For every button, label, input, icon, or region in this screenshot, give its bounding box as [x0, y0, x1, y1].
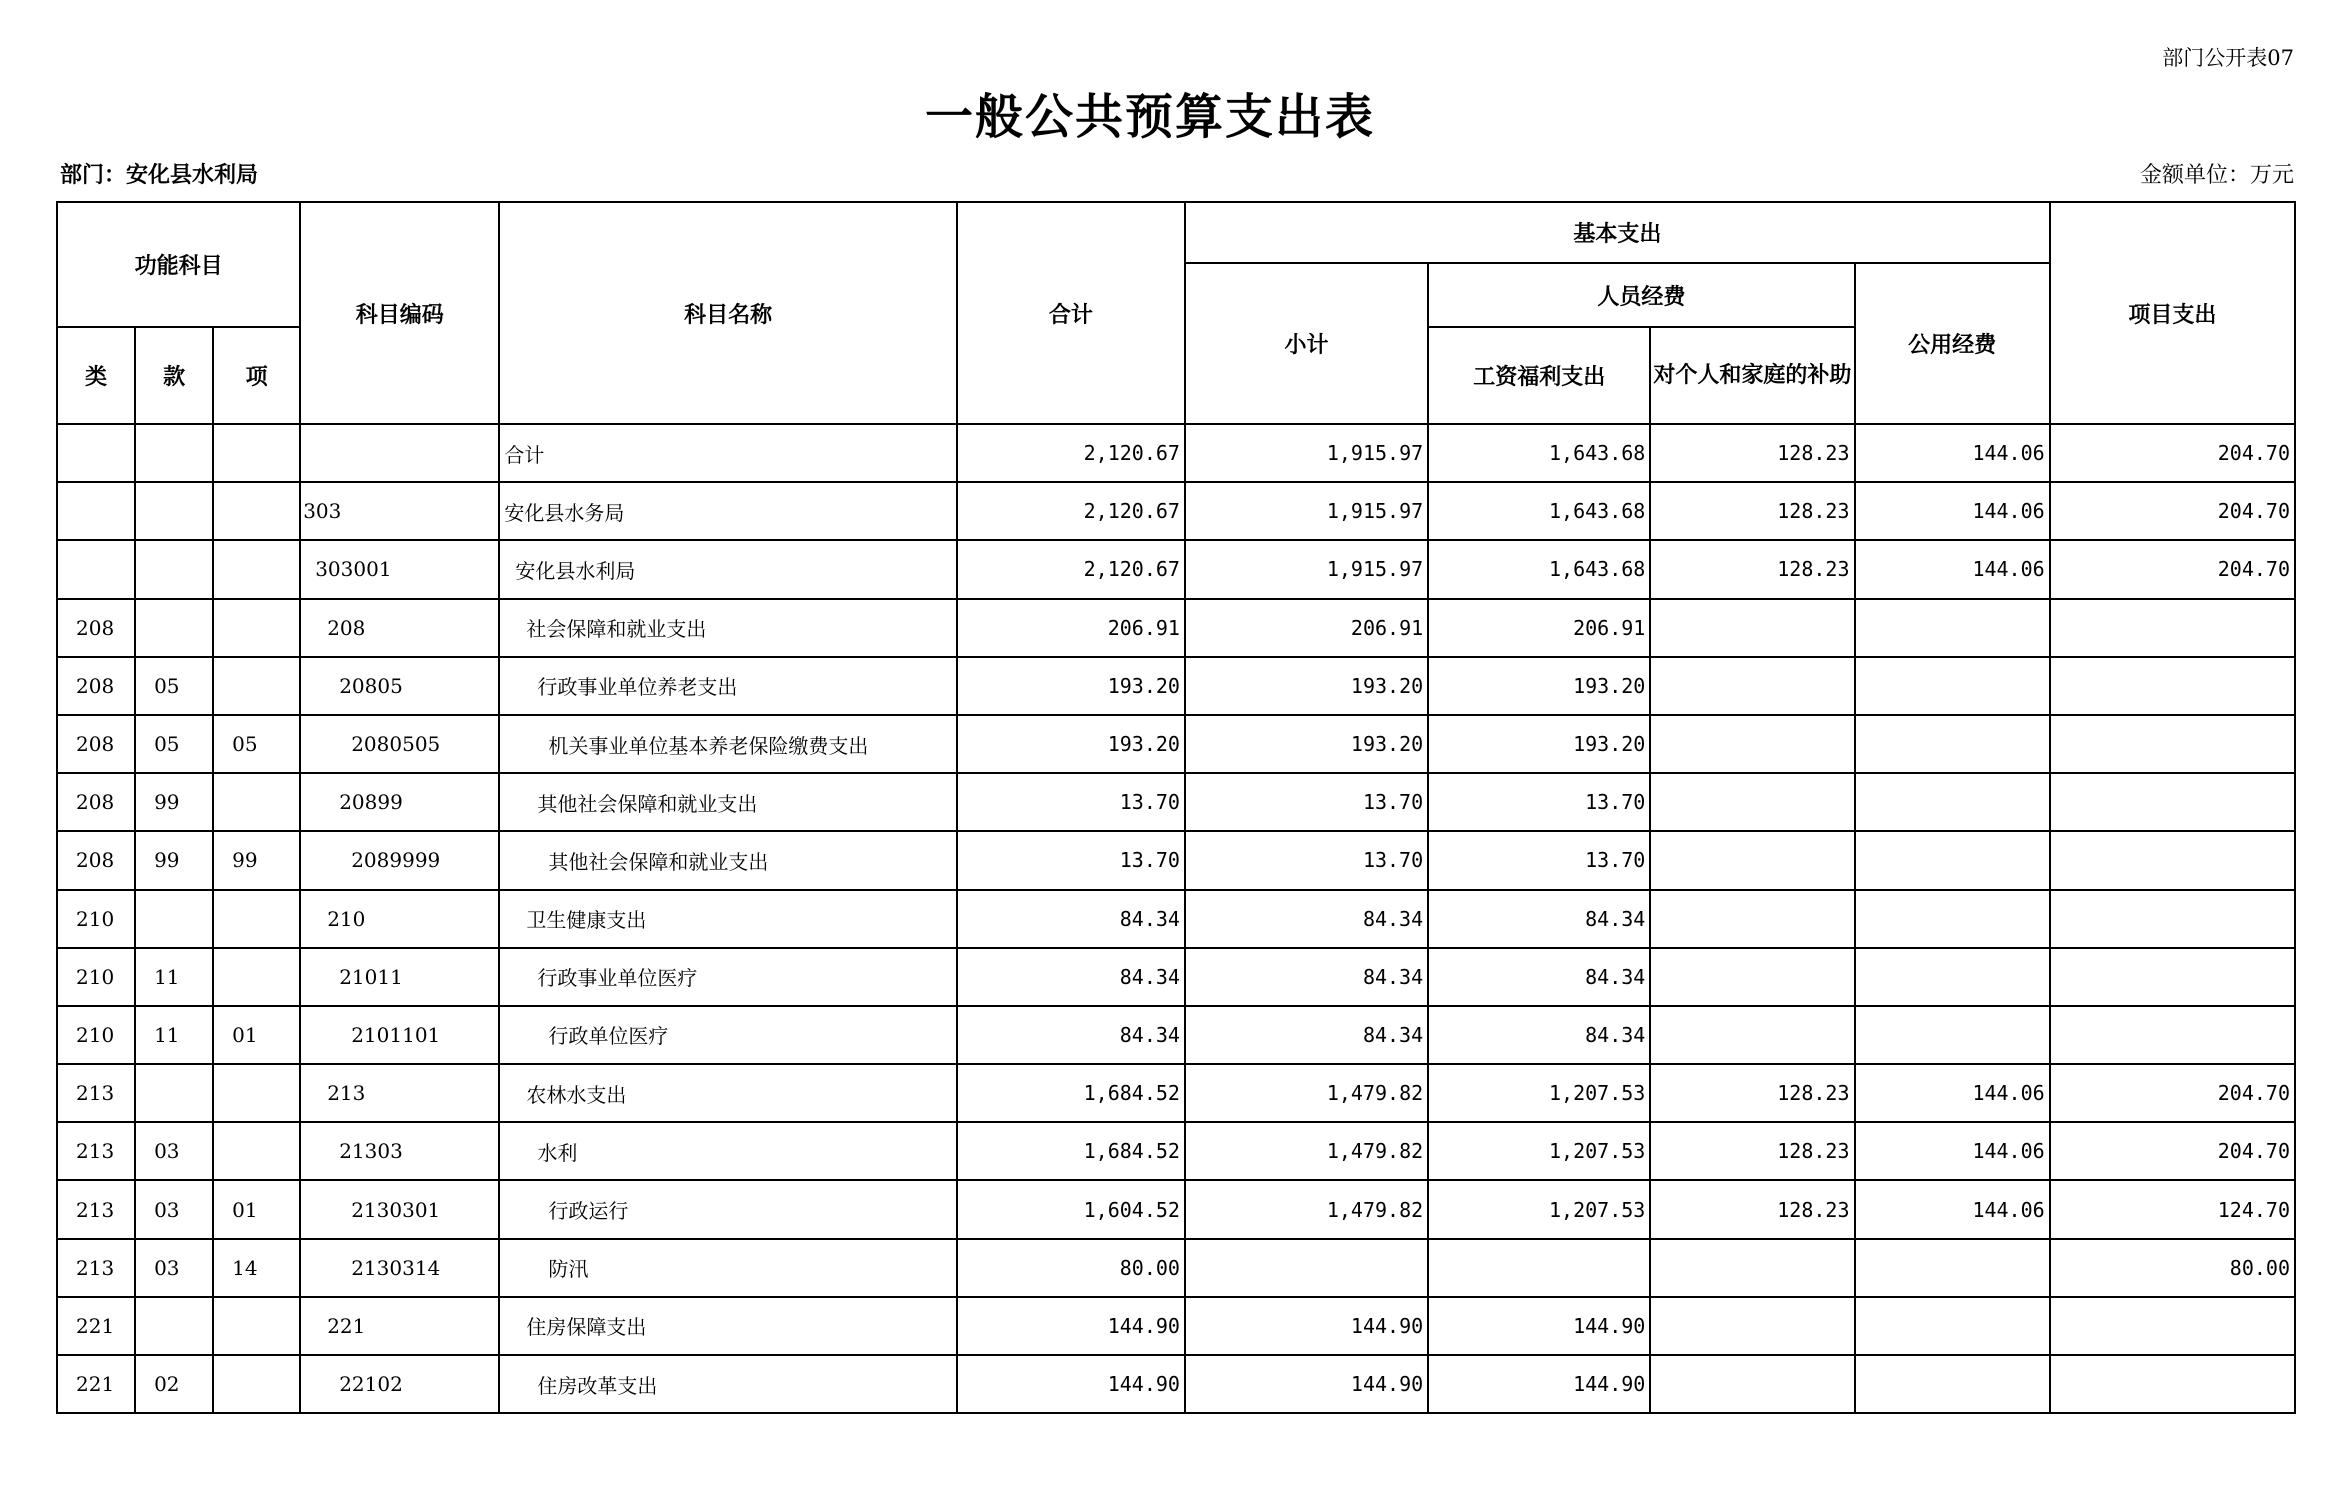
header-salary: 工资福利支出: [1428, 327, 1650, 424]
cell-subsidy: 128.23: [1650, 482, 1854, 540]
cell-subtotal: 13.70: [1185, 773, 1428, 831]
cell-total: 13.70: [957, 831, 1185, 889]
table-row: [57, 715, 2295, 773]
cell-project: [2050, 1006, 2295, 1064]
cell-xiang: [213, 1355, 300, 1413]
cell-public: 144.06: [1855, 424, 2050, 482]
table-body: [57, 424, 2295, 1413]
cell-salary: 206.91: [1428, 599, 1650, 657]
cell-salary: 1,643.68: [1428, 482, 1650, 540]
table-row: [57, 482, 2295, 540]
cell-lei: [57, 424, 135, 482]
cell-subtotal: 193.20: [1185, 657, 1428, 715]
cell-public: [1855, 948, 2050, 1006]
cell-salary: 84.34: [1428, 948, 1650, 1006]
cell-subtotal: 193.20: [1185, 715, 1428, 773]
table-row: [57, 831, 2295, 889]
table-row: [57, 948, 2295, 1006]
cell-salary: 84.34: [1428, 890, 1650, 948]
cell-subtotal: 13.70: [1185, 831, 1428, 889]
cell-subtotal: 144.90: [1185, 1297, 1428, 1355]
cell-lei: [57, 540, 135, 598]
cell-xiang: [213, 657, 300, 715]
cell-kuan: 03: [135, 1180, 213, 1238]
table-row: [57, 1006, 2295, 1064]
cell-code: 21011: [300, 948, 499, 1006]
cell-subtotal: 1,479.82: [1185, 1122, 1428, 1180]
cell-xiang: [213, 1064, 300, 1122]
cell-kuan: 11: [135, 1006, 213, 1064]
cell-name: 住房改革支出: [499, 1355, 956, 1413]
header-personnel: 人员经费: [1428, 263, 1854, 327]
cell-name: 卫生健康支出: [499, 890, 956, 948]
cell-subtotal: 1,479.82: [1185, 1180, 1428, 1238]
cell-code: 221: [300, 1297, 499, 1355]
cell-code: 21303: [300, 1122, 499, 1180]
cell-lei: 210: [57, 890, 135, 948]
cell-name: 行政事业单位养老支出: [499, 657, 956, 715]
cell-code: 2130314: [300, 1239, 499, 1297]
cell-public: [1855, 890, 2050, 948]
table-row: [57, 1355, 2295, 1413]
cell-total: 193.20: [957, 715, 1185, 773]
cell-xiang: [213, 890, 300, 948]
cell-xiang: [213, 1122, 300, 1180]
cell-subtotal: 1,915.97: [1185, 482, 1428, 540]
cell-name: 社会保障和就业支出: [499, 599, 956, 657]
cell-public: [1855, 715, 2050, 773]
cell-public: [1855, 1006, 2050, 1064]
cell-xiang: 05: [213, 715, 300, 773]
cell-lei: 208: [57, 715, 135, 773]
cell-total: 80.00: [957, 1239, 1185, 1297]
cell-total: 206.91: [957, 599, 1185, 657]
cell-name: 防汛: [499, 1239, 956, 1297]
cell-kuan: 02: [135, 1355, 213, 1413]
cell-kuan: 03: [135, 1239, 213, 1297]
cell-public: 144.06: [1855, 1122, 2050, 1180]
cell-salary: 13.70: [1428, 773, 1650, 831]
cell-salary: 1,643.68: [1428, 424, 1650, 482]
department-label: 部门：安化县水利局: [60, 163, 259, 188]
cell-public: [1855, 1297, 2050, 1355]
table-row: [57, 540, 2295, 598]
cell-kuan: [135, 424, 213, 482]
cell-total: 13.70: [957, 773, 1185, 831]
cell-public: [1855, 773, 2050, 831]
cell-salary: 1,207.53: [1428, 1122, 1650, 1180]
unit-label: 金额单位：万元: [2139, 163, 2294, 188]
cell-kuan: 99: [135, 831, 213, 889]
cell-project: [2050, 1355, 2295, 1413]
cell-code: 22102: [300, 1355, 499, 1413]
cell-lei: 208: [57, 773, 135, 831]
cell-subsidy: [1650, 1006, 1854, 1064]
page-title: 一般公共预算支出表: [924, 89, 1375, 145]
cell-total: 1,604.52: [957, 1180, 1185, 1238]
header-func-subject: 功能科目: [57, 202, 300, 327]
cell-kuan: 99: [135, 773, 213, 831]
cell-lei: 213: [57, 1064, 135, 1122]
cell-xiang: 01: [213, 1006, 300, 1064]
cell-lei: 213: [57, 1122, 135, 1180]
cell-public: [1855, 599, 2050, 657]
cell-kuan: [135, 890, 213, 948]
header-name: 科目名称: [499, 202, 956, 424]
header-kuan: 款: [135, 327, 213, 424]
header-code: 科目编码: [300, 202, 499, 424]
cell-salary: 1,207.53: [1428, 1180, 1650, 1238]
table-row: [57, 1180, 2295, 1238]
cell-total: 2,120.67: [957, 424, 1185, 482]
cell-kuan: [135, 482, 213, 540]
cell-subtotal: 206.91: [1185, 599, 1428, 657]
header-project: 项目支出: [2050, 202, 2295, 424]
cell-code: 210: [300, 890, 499, 948]
cell-code: 213: [300, 1064, 499, 1122]
cell-lei: 213: [57, 1180, 135, 1238]
cell-project: 204.70: [2050, 482, 2295, 540]
cell-project: 80.00: [2050, 1239, 2295, 1297]
cell-code: 303: [300, 482, 499, 540]
cell-salary: 84.34: [1428, 1006, 1650, 1064]
cell-xiang: 14: [213, 1239, 300, 1297]
cell-subsidy: 128.23: [1650, 1064, 1854, 1122]
cell-code: 2130301: [300, 1180, 499, 1238]
cell-project: [2050, 1297, 2295, 1355]
cell-lei: 208: [57, 599, 135, 657]
header-public: 公用经费: [1855, 263, 2050, 424]
cell-xiang: [213, 540, 300, 598]
cell-subtotal: 1,479.82: [1185, 1064, 1428, 1122]
cell-subsidy: 128.23: [1650, 1122, 1854, 1180]
cell-salary: 1,643.68: [1428, 540, 1650, 598]
cell-name: 行政单位医疗: [499, 1006, 956, 1064]
cell-project: 204.70: [2050, 1122, 2295, 1180]
cell-subtotal: 144.90: [1185, 1355, 1428, 1413]
cell-subsidy: [1650, 773, 1854, 831]
cell-subsidy: [1650, 890, 1854, 948]
cell-name: 合计: [499, 424, 956, 482]
cell-subtotal: 84.34: [1185, 948, 1428, 1006]
cell-salary: 193.20: [1428, 715, 1650, 773]
cell-public: 144.06: [1855, 1064, 2050, 1122]
cell-kuan: [135, 1297, 213, 1355]
cell-public: 144.06: [1855, 1180, 2050, 1238]
cell-subsidy: 128.23: [1650, 424, 1854, 482]
cell-kuan: 05: [135, 657, 213, 715]
cell-name: 住房保障支出: [499, 1297, 956, 1355]
cell-subsidy: [1650, 1239, 1854, 1297]
cell-kuan: 05: [135, 715, 213, 773]
cell-name: 其他社会保障和就业支出: [499, 831, 956, 889]
cell-salary: 144.90: [1428, 1355, 1650, 1413]
cell-kuan: [135, 1064, 213, 1122]
cell-salary: 13.70: [1428, 831, 1650, 889]
cell-code: [300, 424, 499, 482]
cell-lei: 210: [57, 948, 135, 1006]
cell-code: 208: [300, 599, 499, 657]
cell-name: 机关事业单位基本养老保险缴费支出: [499, 715, 956, 773]
cell-code: 2089999: [300, 831, 499, 889]
cell-subtotal: [1185, 1239, 1428, 1297]
cell-name: 行政事业单位医疗: [499, 948, 956, 1006]
cell-subsidy: [1650, 831, 1854, 889]
cell-xiang: [213, 424, 300, 482]
cell-project: 204.70: [2050, 540, 2295, 598]
cell-lei: 213: [57, 1239, 135, 1297]
cell-kuan: 03: [135, 1122, 213, 1180]
cell-total: 144.90: [957, 1297, 1185, 1355]
cell-public: [1855, 1355, 2050, 1413]
cell-subtotal: 1,915.97: [1185, 540, 1428, 598]
cell-total: 84.34: [957, 948, 1185, 1006]
cell-subsidy: [1650, 715, 1854, 773]
cell-subsidy: [1650, 948, 1854, 1006]
header-basic: 基本支出: [1185, 202, 2050, 263]
table-row: [57, 890, 2295, 948]
cell-project: [2050, 599, 2295, 657]
cell-subsidy: [1650, 1355, 1854, 1413]
cell-project: 124.70: [2050, 1180, 2295, 1238]
cell-subsidy: 128.23: [1650, 1180, 1854, 1238]
header-subsidy: 对个人和家庭的补助: [1650, 327, 1854, 424]
table-row: [57, 1064, 2295, 1122]
cell-xiang: [213, 773, 300, 831]
header-subtotal: 小计: [1185, 263, 1428, 424]
cell-name: 水利: [499, 1122, 956, 1180]
cell-total: 1,684.52: [957, 1064, 1185, 1122]
cell-xiang: [213, 1297, 300, 1355]
cell-xiang: 01: [213, 1180, 300, 1238]
cell-public: [1855, 657, 2050, 715]
form-code: 部门公开表07: [2162, 46, 2294, 70]
cell-lei: 208: [57, 657, 135, 715]
table-row: [57, 599, 2295, 657]
cell-total: 144.90: [957, 1355, 1185, 1413]
cell-kuan: 11: [135, 948, 213, 1006]
cell-lei: 208: [57, 831, 135, 889]
cell-project: [2050, 773, 2295, 831]
cell-total: 2,120.67: [957, 482, 1185, 540]
cell-project: [2050, 831, 2295, 889]
cell-total: 84.34: [957, 1006, 1185, 1064]
cell-lei: [57, 482, 135, 540]
cell-total: 84.34: [957, 890, 1185, 948]
cell-subsidy: [1650, 657, 1854, 715]
cell-name: 农林水支出: [499, 1064, 956, 1122]
cell-kuan: [135, 599, 213, 657]
header-xiang: 项: [213, 327, 300, 424]
cell-salary: [1428, 1239, 1650, 1297]
table-row: [57, 657, 2295, 715]
cell-public: [1855, 831, 2050, 889]
cell-subtotal: 84.34: [1185, 1006, 1428, 1064]
cell-lei: 221: [57, 1355, 135, 1413]
cell-salary: 193.20: [1428, 657, 1650, 715]
header-total: 合计: [957, 202, 1185, 424]
table-row: [57, 1239, 2295, 1297]
cell-code: 2101101: [300, 1006, 499, 1064]
cell-code: 303001: [300, 540, 499, 598]
cell-project: [2050, 890, 2295, 948]
cell-public: 144.06: [1855, 540, 2050, 598]
cell-total: 193.20: [957, 657, 1185, 715]
header-lei: 类: [57, 327, 135, 424]
cell-subtotal: 1,915.97: [1185, 424, 1428, 482]
cell-xiang: 99: [213, 831, 300, 889]
budget-table: [56, 201, 2296, 1414]
table-row: [57, 773, 2295, 831]
cell-code: 20899: [300, 773, 499, 831]
cell-xiang: [213, 948, 300, 1006]
cell-public: [1855, 1239, 2050, 1297]
cell-subsidy: 128.23: [1650, 540, 1854, 598]
cell-total: 1,684.52: [957, 1122, 1185, 1180]
cell-subsidy: [1650, 599, 1854, 657]
cell-lei: 210: [57, 1006, 135, 1064]
cell-subsidy: [1650, 1297, 1854, 1355]
cell-public: 144.06: [1855, 482, 2050, 540]
table-row: [57, 1297, 2295, 1355]
cell-salary: 1,207.53: [1428, 1064, 1650, 1122]
cell-xiang: [213, 482, 300, 540]
cell-kuan: [135, 540, 213, 598]
cell-salary: 144.90: [1428, 1297, 1650, 1355]
table-row: [57, 424, 2295, 482]
cell-subtotal: 84.34: [1185, 890, 1428, 948]
cell-project: [2050, 948, 2295, 1006]
cell-project: [2050, 657, 2295, 715]
cell-total: 2,120.67: [957, 540, 1185, 598]
cell-name: 行政运行: [499, 1180, 956, 1238]
cell-name: 安化县水务局: [499, 482, 956, 540]
cell-project: [2050, 715, 2295, 773]
cell-project: 204.70: [2050, 424, 2295, 482]
cell-code: 20805: [300, 657, 499, 715]
cell-xiang: [213, 599, 300, 657]
cell-name: 安化县水利局: [499, 540, 956, 598]
cell-code: 2080505: [300, 715, 499, 773]
cell-project: 204.70: [2050, 1064, 2295, 1122]
table-row: [57, 1122, 2295, 1180]
cell-lei: 221: [57, 1297, 135, 1355]
cell-name: 其他社会保障和就业支出: [499, 773, 956, 831]
